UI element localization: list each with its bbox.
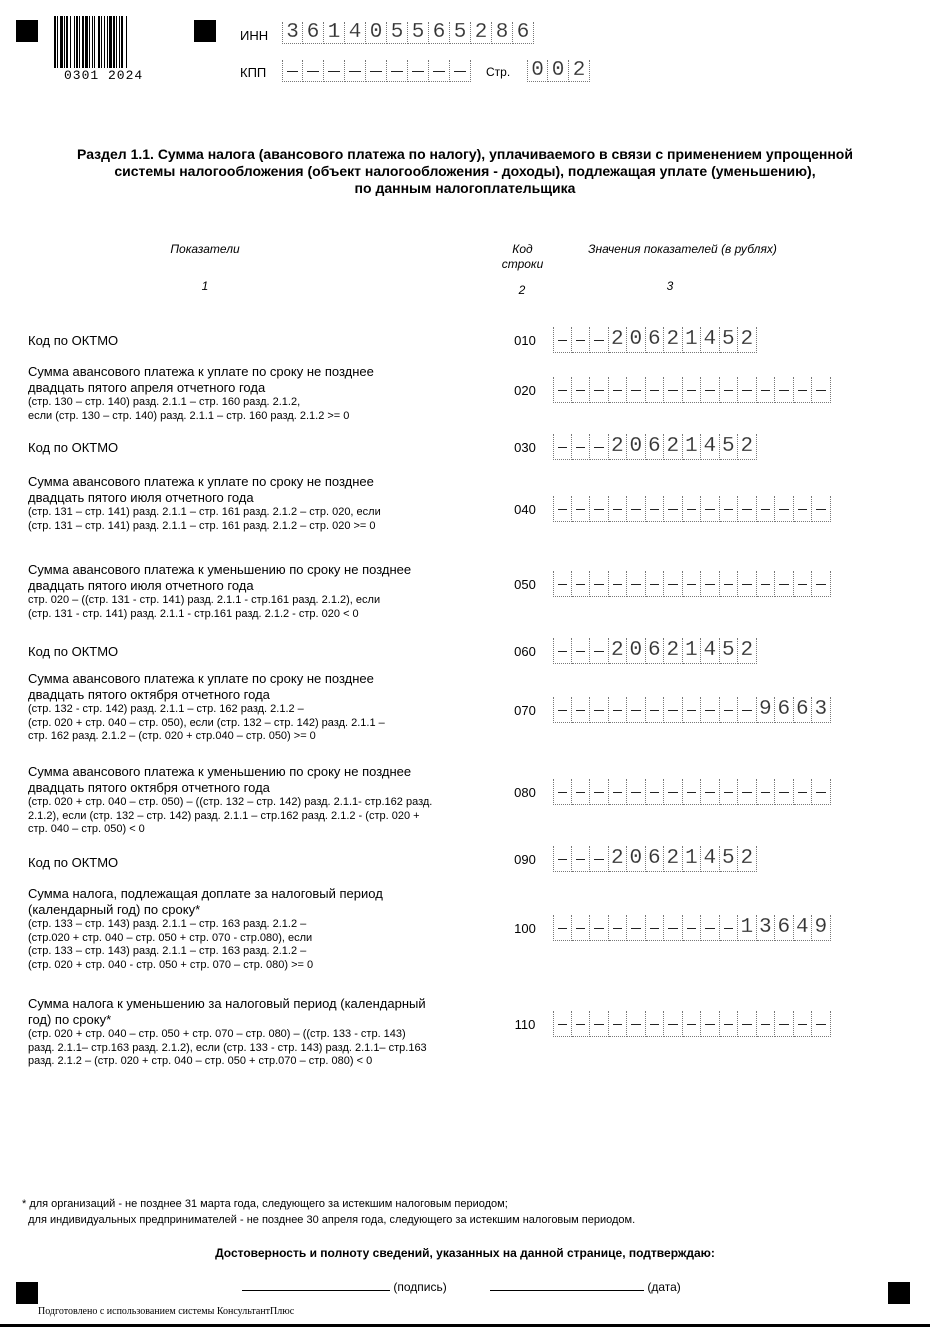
value-cell [572,638,591,664]
header-cell: 5 [408,22,429,44]
value-cell: 5 [720,327,739,353]
column-number-2: 2 [518,283,526,297]
row-code: 080 [514,785,536,800]
row-title: Код по ОКТМО [28,440,119,455]
row-formula-line: (стр. 133 – стр. 143) разд. 2.1.1 – стр. 163 разд. 2.1.2 – [28,918,307,930]
value-cell [590,779,609,805]
value-cell [757,377,776,403]
row-code: 030 [514,440,536,455]
column-number-3: 3 [666,279,674,293]
value-cell [590,496,609,522]
value-cell [701,697,720,723]
value-cell: 2 [738,434,757,460]
row-label-010 [28,333,503,349]
value-cell [553,779,572,805]
value-cell [572,697,591,723]
row-label-050 [28,562,503,621]
row-title: Сумма авансового платежа к уменьшению по сроку не позднее двадцать пятого июля отчетного года [28,562,412,593]
confirmation-text: Достоверность и полноту сведений, указанных на данной странице, подтверждаю: [215,1246,715,1260]
value-cell [664,571,683,597]
header-cell [408,60,429,82]
row-label-090 [28,855,503,871]
header-cell: 6 [513,22,534,44]
value-cell [572,571,591,597]
value-cell [738,377,757,403]
value-cell [572,327,591,353]
header-cell [282,60,303,82]
signature-label: (подпись) [393,1280,447,1294]
value-cell [572,779,591,805]
value-cell [590,571,609,597]
value-cell: 3 [812,697,831,723]
value-cell [683,779,702,805]
row-code: 060 [514,644,536,659]
value-cell [609,571,628,597]
value-cell [794,1011,813,1037]
page-number-field [527,60,590,82]
row-title: Код по ОКТМО [28,855,119,870]
row-formula-line: стр. 020 – ((стр. 131 - стр. 141) разд. 2.1.1 - стр.161 разд. 2.1.2), если [28,594,381,606]
value-cell [572,377,591,403]
row-formula-line: (стр. 131 – стр. 141) разд. 2.1.1 – стр. 161 разд. 2.1.2 – стр. 020, если [28,506,381,518]
row-formula-line: (стр. 131 - стр. 141) разд. 2.1.1 - стр.161 разд. 2.1.2 - стр. 020 < 0 [28,607,359,620]
corner-marker-bottom-left [16,1282,38,1304]
row-code: 040 [514,502,536,517]
value-cell [553,846,572,872]
value-cell [757,779,776,805]
value-cell [775,779,794,805]
value-cell [664,779,683,805]
value-cell [590,327,609,353]
value-cell [609,377,628,403]
value-cell: 4 [701,434,720,460]
row-formula-line: разд. 2.1.2 – (стр. 020 + стр. 040 – стр. 050 + стр.070 – стр. 080) < 0 [28,1055,373,1067]
value-cell [553,1011,572,1037]
row-code: 100 [514,921,536,936]
value-cell: 0 [627,434,646,460]
value-cell [553,571,572,597]
value-field-020[interactable] [553,377,831,403]
value-cell: 1 [738,915,757,941]
value-cell [646,377,665,403]
header-cell: 4 [345,22,366,44]
value-cell [812,496,831,522]
header-cell: 6 [303,22,324,44]
inn-label: ИНН [240,28,269,43]
value-cell [701,496,720,522]
row-label-070 [28,671,503,744]
value-cell: 2 [738,327,757,353]
value-field-070[interactable] [553,697,831,723]
value-cell [646,496,665,522]
signature-line[interactable] [242,1278,390,1291]
barcode [54,16,172,68]
value-field-110[interactable] [553,1011,831,1037]
section-title-line: Раздел 1.1. Сумма налога (авансового платежа по налогу), уплачиваемого в связи с применением упрощенной [77,146,853,162]
row-code: 110 [514,1017,536,1032]
header-cell [366,60,387,82]
prepared-note: Подготовлено с использованием системы КонсультантПлюс [38,1306,295,1317]
header-cell: 2 [471,22,492,44]
column-header-code: Код строки [501,242,544,271]
value-cell [646,915,665,941]
footnote-line: для индивидуальных предпринимателей - не позднее 30 апреля года, следующего за истекшим налоговым периодом. [22,1214,636,1226]
value-cell [757,571,776,597]
row-title: Код по ОКТМО [28,333,119,348]
value-cell: 4 [701,327,720,353]
header-cell [345,60,366,82]
value-cell [701,571,720,597]
row-formula-line: 2.1.2), если (стр. 132 – стр. 142) разд. 2.1.1 – стр.162 разд. 2.1.2 - (стр. 020 + [28,809,420,822]
value-cell: 1 [683,638,702,664]
value-cell: 6 [794,697,813,723]
value-cell: 4 [794,915,813,941]
row-title: Код по ОКТМО [28,644,119,659]
row-code: 090 [514,852,536,867]
value-cell: 2 [609,434,628,460]
value-cell: 6 [646,846,665,872]
value-cell: 9 [812,915,831,941]
value-cell [720,915,739,941]
value-cell: 2 [609,846,628,872]
barcode-bar [127,16,129,68]
value-cell [646,697,665,723]
value-field-030[interactable] [553,434,757,460]
value-cell: 2 [609,327,628,353]
section-title-line: системы налогообложения (объект налогообложения - доходы), подлежащая уплате (уменьшению), [114,163,816,179]
value-cell [720,697,739,723]
value-cell [609,915,628,941]
value-cell [775,1011,794,1037]
value-cell [720,779,739,805]
header-cell: 5 [387,22,408,44]
header-cell [303,60,324,82]
row-code: 020 [514,383,536,398]
header-cell: 5 [450,22,471,44]
value-field-050[interactable] [553,571,831,597]
header-cell: 8 [492,22,513,44]
row-formula-line: если (стр. 130 – стр. 140) разд. 2.1.1 – стр. 160 разд. 2.1.2 >= 0 [28,409,350,422]
row-formula-line: (стр. 020 + стр. 040 - стр. 050 + стр. 070 – стр. 080) >= 0 [28,958,314,971]
value-cell [553,377,572,403]
value-cell: 3 [757,915,776,941]
value-cell [646,571,665,597]
barcode-number: 0301 2024 [64,68,144,83]
value-cell [590,434,609,460]
value-field-080[interactable] [553,779,831,805]
row-label-110 [28,996,503,1069]
value-cell [609,1011,628,1037]
value-field-040[interactable] [553,496,831,522]
value-cell [590,1011,609,1037]
value-cell [572,915,591,941]
value-cell [794,571,813,597]
row-title: Сумма налога, подлежащая доплате за налоговый период (календарный год) по сроку* [28,886,383,917]
row-formula-line: (стр. 020 + стр. 040 – стр. 050), если (стр. 132 – стр. 142) разд. 2.1.1 – [28,716,385,729]
footnote [22,1196,635,1228]
header-cell: 0 [548,60,569,82]
header-cell: 6 [429,22,450,44]
value-field-100[interactable] [553,915,831,941]
bottom-rule [0,1324,930,1327]
header-cell: 1 [324,22,345,44]
row-title: Сумма налога к уменьшению за налоговый период (календарный год) по сроку* [28,996,426,1027]
value-cell: 0 [627,327,646,353]
signature-area [242,1278,447,1294]
value-cell [572,496,591,522]
value-cell: 5 [720,638,739,664]
value-cell [775,377,794,403]
value-cell [572,846,591,872]
value-cell: 2 [664,327,683,353]
value-cell [664,496,683,522]
row-label-020 [28,364,503,423]
value-cell [627,779,646,805]
row-formula-line: (стр. 133 – стр. 143) разд. 2.1.1 – стр. 163 разд. 2.1.2 – [28,945,307,957]
value-cell [553,496,572,522]
value-cell: 0 [627,846,646,872]
value-cell [794,377,813,403]
value-field-090[interactable] [553,846,757,872]
row-label-060 [28,644,503,660]
value-cell: 4 [701,638,720,664]
value-cell [794,779,813,805]
row-code: 050 [514,577,536,592]
column-header-values: Значения показателей (в рублях) [588,242,777,256]
value-cell [738,697,757,723]
value-cell [627,571,646,597]
row-title: Сумма авансового платежа к уплате по сроку не позднее двадцать пятого апреля отчетного года [28,364,374,395]
page-label: Стр. [486,65,511,79]
value-cell: 2 [609,638,628,664]
row-title: Сумма авансового платежа к уплате по сроку не позднее двадцать пятого октября отчетного года [28,671,374,702]
value-cell [812,1011,831,1037]
value-cell [738,496,757,522]
value-cell [683,1011,702,1037]
header-cell [429,60,450,82]
row-code: 070 [514,703,536,718]
value-field-010[interactable] [553,327,757,353]
value-cell [720,377,739,403]
footnote-line: * для организаций - не позднее 31 марта года, следующего за истекшим налоговым периодом; [22,1198,508,1210]
value-cell [627,496,646,522]
value-cell [812,571,831,597]
value-cell [590,638,609,664]
value-cell [720,1011,739,1037]
value-cell [683,571,702,597]
corner-marker-top-right [194,20,216,42]
value-cell: 5 [720,846,739,872]
value-cell: 1 [683,846,702,872]
value-cell [627,915,646,941]
value-cell [701,377,720,403]
value-cell [590,697,609,723]
value-cell [757,496,776,522]
value-cell: 2 [664,638,683,664]
date-label: (дата) [647,1280,681,1294]
value-field-060[interactable] [553,638,757,664]
header-cell [450,60,471,82]
value-cell [757,1011,776,1037]
value-cell [794,496,813,522]
value-cell [609,697,628,723]
row-label-100 [28,886,503,972]
value-cell: 6 [646,327,665,353]
column-number-1: 1 [201,279,209,293]
row-formula-line: разд. 2.1.1– стр.163 разд. 2.1.2), если (стр. 133 - стр. 143) разд. 2.1.1– стр.163 [28,1041,427,1054]
value-cell: 6 [646,638,665,664]
value-cell [738,779,757,805]
row-formula-line: (стр.020 + стр. 040 – стр. 050 + стр. 070 - стр.080), если [28,931,313,944]
row-formula-line: (стр. 131 – стр. 141) разд. 2.1.1 – стр. 161 разд. 2.1.2 – стр. 020 >= 0 [28,519,376,532]
value-cell [738,1011,757,1037]
value-cell [775,496,794,522]
header-cell [387,60,408,82]
row-label-030 [28,440,503,456]
value-cell: 1 [683,434,702,460]
inn-field [282,22,534,44]
row-label-080 [28,764,503,837]
column-header-indicators: Показатели [170,242,240,256]
row-formula-line: (стр. 132 - стр. 142) разд. 2.1.1 – стр. 162 разд. 2.1.2 – [28,703,304,715]
kpp-label: КПП [240,65,267,80]
value-cell: 6 [775,697,794,723]
header-cell: 2 [569,60,590,82]
header-cell [324,60,345,82]
value-cell [683,496,702,522]
date-area [490,1278,681,1294]
row-code: 010 [514,333,536,348]
value-cell: 6 [646,434,665,460]
value-cell [627,1011,646,1037]
value-cell [720,496,739,522]
value-cell [627,697,646,723]
value-cell [553,697,572,723]
value-cell [664,1011,683,1037]
value-cell: 9 [757,697,776,723]
value-cell [553,327,572,353]
value-cell: 2 [664,434,683,460]
value-cell [553,638,572,664]
kpp-field [282,60,471,82]
value-cell [572,434,591,460]
value-cell [553,434,572,460]
value-cell: 2 [738,638,757,664]
value-cell [701,915,720,941]
row-label-040 [28,474,503,533]
date-line[interactable] [490,1278,644,1291]
section-title-line: по данным налогоплательщика [354,180,576,196]
row-formula-line: (стр. 130 – стр. 140) разд. 2.1.1 – стр. 160 разд. 2.1.2, [28,396,301,408]
value-cell [627,377,646,403]
value-cell [572,1011,591,1037]
value-cell [812,377,831,403]
header-cell: 0 [527,60,548,82]
value-cell: 2 [664,846,683,872]
value-cell: 2 [738,846,757,872]
value-cell [701,779,720,805]
value-cell: 0 [627,638,646,664]
row-title: Сумма авансового платежа к уплате по сроку не позднее двадцать пятого июля отчетного года [28,474,374,505]
value-cell [664,377,683,403]
value-cell [609,779,628,805]
header-cell: 3 [282,22,303,44]
value-cell [701,1011,720,1037]
section-title [20,146,910,197]
header-cell: 0 [366,22,387,44]
value-cell [590,377,609,403]
value-cell [646,1011,665,1037]
row-formula-line: (стр. 020 + стр. 040 – стр. 050 + стр. 070 – стр. 080) – ((стр. 133 - стр. 143) [28,1028,406,1040]
row-title: Сумма авансового платежа к уменьшению по сроку не позднее двадцать пятого октября отчетного года [28,764,412,795]
value-cell [590,915,609,941]
value-cell [664,915,683,941]
value-cell: 5 [720,434,739,460]
corner-marker-top-left [16,20,38,42]
value-cell: 4 [701,846,720,872]
value-cell [720,571,739,597]
value-cell [590,846,609,872]
value-cell: 6 [775,915,794,941]
corner-marker-bottom-right [888,1282,910,1304]
value-cell [683,697,702,723]
row-formula-line: стр. 162 разд. 2.1.2 – (стр. 020 + стр.040 – стр. 050) >= 0 [28,730,316,742]
value-cell [775,571,794,597]
value-cell [683,915,702,941]
value-cell [812,779,831,805]
value-cell [609,496,628,522]
row-formula-line: (стр. 020 + стр. 040 – стр. 050) – ((стр. 132 – стр. 142) разд. 2.1.1- стр.162 разд. [28,796,433,808]
row-formula-line: стр. 040 – стр. 050) < 0 [28,823,145,835]
value-cell [553,915,572,941]
value-cell [646,779,665,805]
value-cell [738,571,757,597]
value-cell: 1 [683,327,702,353]
value-cell [664,697,683,723]
value-cell [683,377,702,403]
